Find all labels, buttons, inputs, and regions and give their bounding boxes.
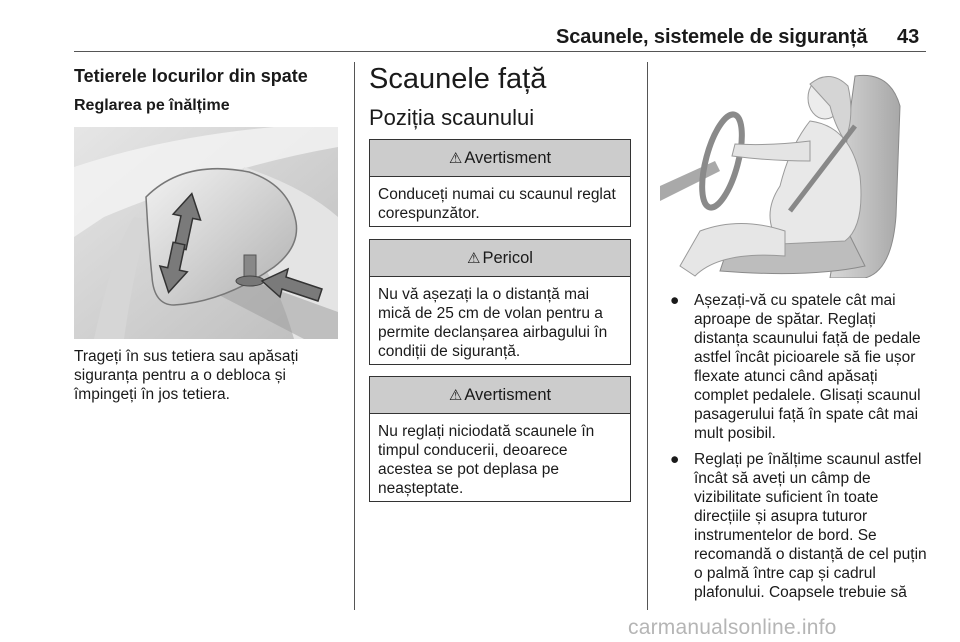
list-item bbox=[670, 291, 932, 443]
danger-box bbox=[369, 239, 631, 365]
subheading-height-adjust: Reglarea pe înălțime bbox=[74, 97, 230, 114]
driver-seat-position-illustration bbox=[660, 66, 926, 278]
warning-label: Avertisment bbox=[464, 148, 552, 167]
header-divider bbox=[74, 51, 926, 52]
seat-adjust-bullet-list bbox=[670, 291, 932, 609]
warning-label: Avertisment bbox=[464, 385, 552, 404]
watermark: carmanualsonline.info bbox=[628, 616, 837, 639]
section-title-front-seats: Scaunele față bbox=[369, 63, 547, 95]
subtitle-seat-position: Poziția scaunului bbox=[369, 105, 535, 130]
column-divider-left bbox=[354, 62, 355, 610]
bullet-dot: ● bbox=[670, 451, 680, 468]
warning-box-header bbox=[370, 140, 630, 177]
list-item bbox=[670, 450, 932, 602]
bullet-text: Reglați pe înălțime scaunul astfel încât să aveți un câmp de vizibilitate suficient în toate direcțiile și asupra tuturor instrumentelor de bord. Se recomandă o distanță de cel puțin o palmă între cap și cadrul plafonului. Coapsele trebuie să bbox=[694, 451, 927, 601]
danger-label: Pericol bbox=[482, 248, 533, 267]
section-heading-rear-headrests: Tetierele locurilor din spate bbox=[74, 66, 308, 86]
warning-triangle-icon: ⚠ bbox=[448, 150, 463, 167]
bullet-text: Așezați-vă cu spatele cât mai aproape de spătar. Reglați distanța scaunului față de pedale astfel încât picioarele să fie ușor flexate atunci când apăsați complet pedalele. Glisați scaunul pasagerului față în spate cât mai mult posibil. bbox=[694, 292, 921, 442]
headrest-adjust-illustration bbox=[74, 127, 338, 339]
column-divider-right bbox=[647, 62, 648, 610]
page-header-title: Scaunele, sistemele de siguranță bbox=[556, 26, 868, 48]
warning-triangle-icon: ⚠ bbox=[448, 387, 463, 404]
page-number: 43 bbox=[897, 26, 920, 48]
warning-triangle-icon: ⚠ bbox=[467, 250, 481, 267]
danger-text: Nu vă așezați la o distanță mai mică de 25 cm de volan pentru a permite declanșarea airbagului în condiții de siguranță. bbox=[378, 286, 608, 360]
warning-box-header bbox=[370, 377, 630, 414]
headrest-instructions: Trageți în sus tetiera sau apăsați siguranța pentru a o debloca și împingeți în jos tetiera. bbox=[74, 348, 299, 403]
warning-text: Nu reglați niciodată scaunele în timpul conducerii, deoarece acestea se pot deplasa pe neașteptate. bbox=[378, 423, 595, 497]
bullet-dot: ● bbox=[670, 292, 680, 309]
warning-box-2 bbox=[369, 376, 631, 502]
warning-text: Conduceți numai cu scaunul reglat corespunzător. bbox=[378, 186, 616, 222]
warning-box-1 bbox=[369, 139, 631, 227]
danger-box-header bbox=[370, 240, 630, 277]
